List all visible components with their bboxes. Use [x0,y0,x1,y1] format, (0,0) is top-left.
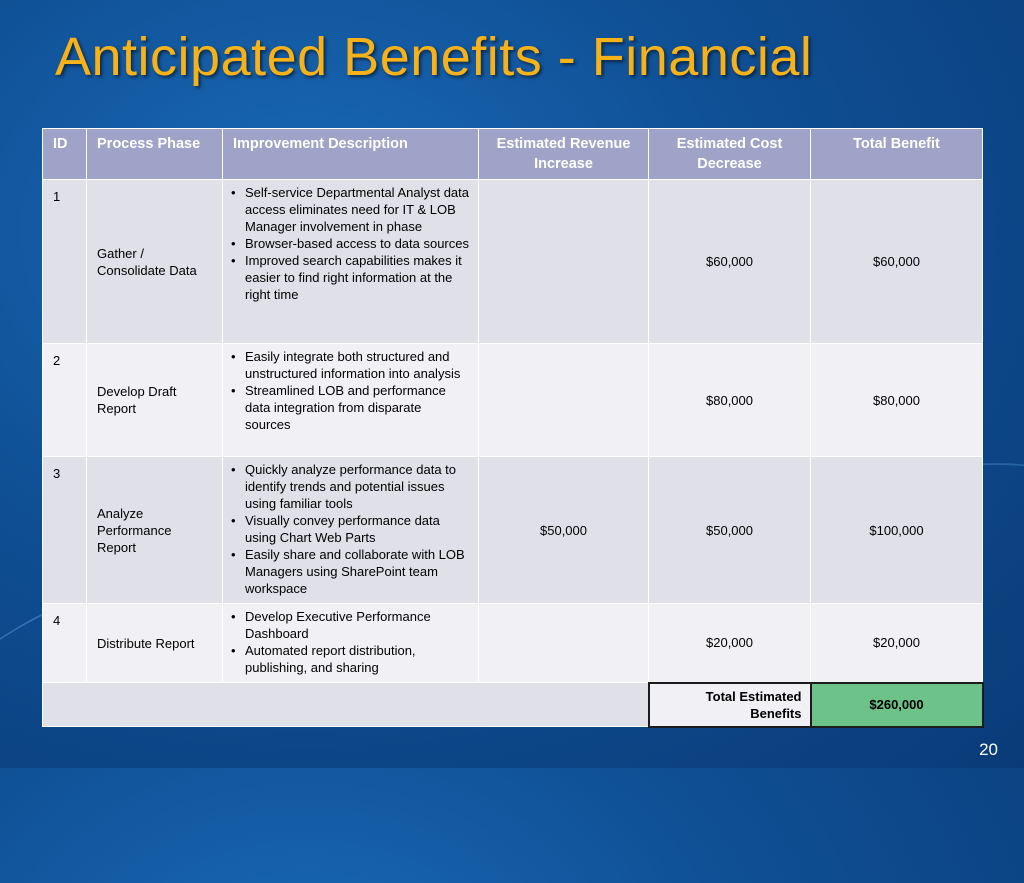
bullet-list [229,184,470,303]
table-row [43,604,983,683]
row-revenue-increase: $50,000 [479,457,649,604]
bullet-item: • Improved search capabilities makes it easier to find right information at the right time [229,252,470,303]
total-row-spacer [43,683,649,727]
total-estimated-benefits-value: $260,000 [811,683,983,727]
slide-number: 20 [979,740,998,759]
row-cost-decrease: $50,000 [649,457,811,604]
benefits-table [42,128,984,728]
row-process-phase: Analyze Performance Report [87,457,223,604]
row-cost-decrease: $20,000 [649,604,811,683]
bullet-list [229,348,470,433]
total-row [43,683,983,727]
bullet-item: • Visually convey performance data using Chart Web Parts [229,512,470,546]
row-id: 4 [43,604,87,683]
row-id: 1 [43,180,87,344]
bullet-list [229,608,470,676]
header-id: ID [43,129,87,180]
header-revenue-increase: Estimated Revenue Increase [479,129,649,180]
header-process-phase: Process Phase [87,129,223,180]
row-total-benefit: $100,000 [811,457,983,604]
total-estimated-benefits-label: Total Estimated Benefits [649,683,811,727]
row-revenue-increase [479,604,649,683]
row-process-phase: Develop Draft Report [87,344,223,457]
table-row [43,457,983,604]
bullet-item: • Streamlined LOB and performance data integration from disparate sources [229,382,470,433]
row-id: 3 [43,457,87,604]
row-improvement-description [223,604,479,683]
row-process-phase: Gather / Consolidate Data [87,180,223,344]
header-improvement-description: Improvement Description [223,129,479,180]
slide-title: Anticipated Benefits - Financial [55,27,813,87]
bullet-list [229,461,470,597]
table-row [43,344,983,457]
row-improvement-description [223,180,479,344]
header-cost-decrease: Estimated Cost Decrease [649,129,811,180]
row-revenue-increase [479,344,649,457]
row-improvement-description [223,344,479,457]
bullet-item: • Self-service Departmental Analyst data access eliminates need for IT & LOB Manager involvement in phase [229,184,470,235]
row-total-benefit: $60,000 [811,180,983,344]
bullet-item: • Easily share and collaborate with LOB Managers using SharePoint team workspace [229,546,470,597]
bullet-item: • Easily integrate both structured and unstructured information into analysis [229,348,470,382]
row-improvement-description [223,457,479,604]
table-header-row [43,129,983,180]
table-row [43,180,983,344]
row-id: 2 [43,344,87,457]
row-total-benefit: $80,000 [811,344,983,457]
row-cost-decrease: $60,000 [649,180,811,344]
bullet-item: • Automated report distribution, publishing, and sharing [229,642,470,676]
header-total-benefit: Total Benefit [811,129,983,180]
bullet-item: • Develop Executive Performance Dashboard [229,608,470,642]
row-cost-decrease: $80,000 [649,344,811,457]
row-total-benefit: $20,000 [811,604,983,683]
row-revenue-increase [479,180,649,344]
bullet-item: • Quickly analyze performance data to identify trends and potential issues using familiar tools [229,461,470,512]
bullet-item: • Browser-based access to data sources [229,235,470,252]
row-process-phase: Distribute Report [87,604,223,683]
